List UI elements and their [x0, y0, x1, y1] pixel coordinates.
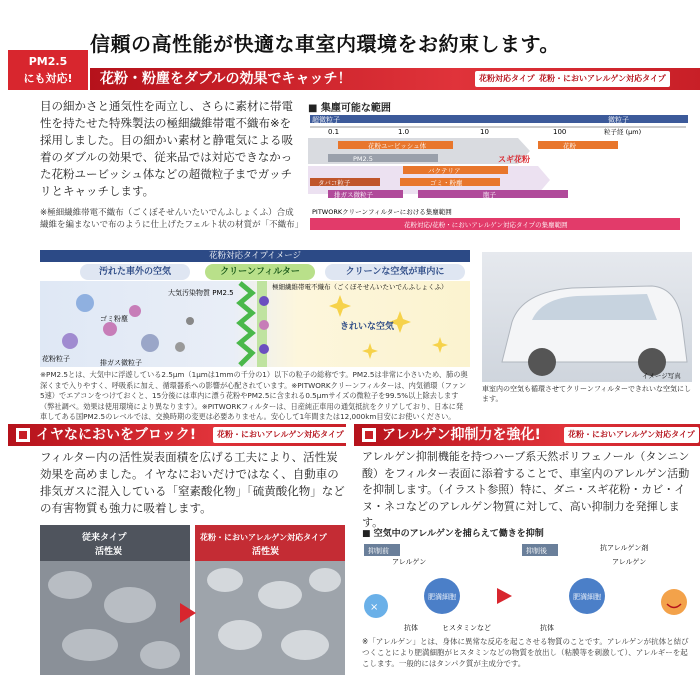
left-scale-label: 超微粒子	[312, 116, 340, 124]
bar-label: 花粉	[563, 142, 576, 150]
flow-steps	[40, 264, 470, 280]
before-label: 抑制前	[368, 547, 389, 555]
cell-label: 肥満細胞	[428, 593, 456, 601]
particle	[76, 294, 94, 312]
section3-heading: アレルゲン抑制力を強化!	[382, 427, 541, 443]
carbon-grain	[218, 620, 262, 650]
sparkle	[362, 343, 378, 359]
carbon-grain	[258, 581, 302, 609]
section2-heading: イヤなにおいをブロック!	[36, 427, 197, 443]
carbon-grain	[207, 568, 243, 592]
bar-label: バクテリア	[428, 167, 461, 175]
carbon-grain	[309, 568, 341, 592]
carbon-grain	[140, 641, 180, 669]
tag-pollen-type: 花粉対応タイプ	[475, 71, 539, 87]
particle	[175, 342, 185, 352]
tag-allergen-type: 花粉・においアレルゲン対応タイプ	[564, 427, 699, 443]
particle	[259, 344, 269, 354]
tick-label: 0.1	[328, 128, 340, 136]
allergen-label-after: アレルゲン	[612, 558, 647, 566]
flow-step-clean: クリーンな空気が車内に	[325, 264, 465, 280]
particle	[259, 320, 269, 330]
section3-heading-bar	[354, 424, 700, 446]
new-type-label: 花粉・においアレルゲン対応タイプ	[200, 533, 327, 542]
sparkle	[329, 295, 351, 317]
legend-2: 花粉対応/花粉・においアレルゲン対応タイプの集塵範囲	[404, 221, 568, 229]
section1-heading-bar	[90, 68, 700, 90]
flow-step-filter: クリーンフィルター	[205, 264, 315, 280]
sad-face-glyph: ×	[370, 602, 379, 613]
bar-label: 排ガス微粒子	[334, 191, 373, 199]
old-type-label: 従来タイプ	[82, 533, 127, 543]
tick-label: 10	[480, 128, 489, 136]
filter-note: 極細繊維帯電不織布（ごくぼそせんいたいでんふしょくふ）	[272, 283, 448, 291]
allergen-label: アレルゲン	[392, 558, 427, 566]
range-chart-svg	[308, 110, 690, 240]
section1-note: ※極細繊維帯電不織布（ごくぼそせんいたいでんふしょくふ）合成繊維を編まないで布のように仕上げたフェルト状の材質が「不織布」	[40, 208, 304, 230]
pm25-note: ※PM2.5とは、大気中に浮遊している2.5μm（1μmは1mmの千分の1）以下の粒子の総称です。PM2.5は非常に小さいため、肺の奥深くまで入りやすく、呼吸系に加え、循環器系への影響が心配されています。※PITWORKクリーンフィルターは、内気循環（ファン5速）でエアコンをつけておくと、15分後には車内に漂う花粉やPM2.5に含まれる0.5μmサイズの微粒子を99.5%以上除去します（弊社調べ。効果は使用環境により異なります）。※PITWORKフィルターは、日産純正車用の通気抵抗をクリアしており、日本に発車してある国PM2.5のレベルでは、交換時期の変更は必要ありません。安心して1年間または12,000km目安にお使いください。	[40, 370, 468, 421]
bar-label: ゴミ・粉塵	[430, 179, 463, 187]
allergen-mechanism	[362, 538, 692, 638]
section-mark-icon	[16, 428, 30, 442]
bar-label: 胞子	[483, 191, 496, 199]
filter-illustration	[40, 281, 470, 367]
tick-label: 1.0	[398, 128, 410, 136]
filter-svg	[40, 281, 470, 367]
mechanism-svg	[362, 538, 692, 638]
allergen-note: ※「アレルゲン」とは、身体に異常な反応を起こさせる物質のことです。アレルゲンが抗体と結びつくことにより肥満細胞がヒスタミンなどの物質を放出し（粘膜等を刺激して）、アレルギーを起こします。一般的にはタンパク質が主成分です。	[362, 637, 689, 668]
mechanism-title: ■ 空気中のアレルゲンを捕らえて働きを抑制	[362, 529, 544, 539]
particle	[129, 305, 141, 317]
bar-pollen	[538, 141, 618, 149]
pm25-badge	[8, 50, 88, 90]
new-carbon-label: 活性炭	[252, 547, 280, 557]
photo-label: イメージ写真	[642, 372, 681, 380]
section2-heading-bar	[8, 424, 346, 446]
right-scale-label: 微粒子	[608, 116, 629, 124]
bar-label: PM2.5	[353, 155, 373, 163]
old-carbon-label: 活性炭	[95, 547, 123, 557]
scale-band	[310, 115, 688, 123]
car-photo	[482, 252, 692, 382]
anti-allergen-label: 抗アレルゲン剤	[600, 544, 649, 552]
happy-face-icon	[661, 589, 687, 615]
badge-line2: にも対応!	[23, 72, 73, 85]
pollen-label: 花粉粒子	[42, 355, 70, 363]
section2-body: フィルター内の活性炭表面積を広げる工夫により、活性炭効果を高めました。イヤなにおいだけではなく、自動車の排気ガスに混入している「窒素酸化物」「硫黄酸化物」などの有害物質も強力に吸着します。	[40, 450, 345, 515]
car-wheel	[528, 348, 556, 376]
filter-zigzag	[240, 283, 252, 365]
sparkle	[432, 337, 448, 353]
exhaust-label: 排ガス微粒子	[100, 359, 142, 367]
section1-body: 目の細かさと通気性を両立し、さらに素材に帯電性を持たせた特殊製法の極細繊維帯電不織布※を採用しました。目の細かい素材と静電気による吸着のダブルの効果で、従来品では対応できなかった花粉ユービッシュ体などの超微粒子までガッチリとキャッチします。	[40, 99, 293, 198]
carbon-grain	[104, 587, 156, 623]
car-caption: 車室内の空気も循環させてクリーンフィルターできれいな空気にします。	[482, 385, 692, 403]
section3-body: アレルゲン抑制機能を持つハーブ系天然ポリフェノール（タンニン酸）をフィルター表面に添着することで、車室内のアレルゲン活動を抑制します。（イラスト参照）特に、ダニ・スギ花粉・カビ・イヌ・ネコなどのアレルゲン物質に対して、高い抑制力を発揮します。	[362, 450, 690, 529]
flow-title-bar: 花粉対応タイプイメージ	[40, 250, 470, 262]
tick-label: 100	[553, 128, 567, 136]
tag-allergen-type: 花粉・においアレルゲン対応タイプ	[535, 71, 670, 87]
after-label: 抑制後	[526, 547, 547, 555]
tag-allergen-type: 花粉・においアレルゲン対応タイプ	[213, 427, 348, 443]
pm-label: 大気汚染物質 PM2.5	[168, 289, 234, 297]
unit-label: 粒子経 (μm)	[604, 128, 642, 136]
range-chart-title: ■ 集塵可能な範囲	[308, 103, 391, 114]
arrow-right-icon	[497, 588, 512, 604]
carbon-grain	[62, 629, 118, 661]
antibody-label-after: 抗体	[540, 624, 554, 632]
particle	[62, 333, 78, 349]
dust-label: ゴミ粉塵	[100, 315, 128, 323]
bar-label: スギ花粉	[498, 155, 530, 164]
particle	[186, 317, 194, 325]
antibody-label: 抗体	[404, 624, 418, 632]
range-chart	[308, 110, 690, 240]
badge-line1: PM2.5	[28, 55, 68, 68]
carbon-grain	[281, 630, 329, 660]
histamine-label: ヒスタミンなど	[442, 624, 491, 632]
carbon-photo	[40, 525, 345, 675]
particle	[103, 322, 117, 336]
clean-air-label: きれいな空気	[340, 322, 395, 332]
cell-label-after: 肥満細胞	[573, 593, 601, 601]
carbon-svg	[40, 525, 345, 675]
bar-pm25	[328, 154, 438, 162]
page-title: 信頼の高性能が快適な車室内環境をお約束します。	[90, 32, 560, 56]
bar-label: 花粉ユービッシュ体	[368, 142, 427, 150]
legend-1: PITWORKクリーンフィルターにおける集塵範囲	[312, 208, 452, 216]
bar-label: タバコ粒子	[318, 179, 351, 187]
car-svg	[482, 252, 692, 382]
particle	[141, 334, 159, 352]
section-mark-icon	[362, 428, 376, 442]
particle	[259, 296, 269, 306]
flow-step-dirty: 汚れた車外の空気	[80, 264, 190, 280]
carbon-grain	[48, 571, 92, 599]
section1-heading: 花粉・粉塵をダブルの効果でキャッチ！	[100, 71, 352, 87]
